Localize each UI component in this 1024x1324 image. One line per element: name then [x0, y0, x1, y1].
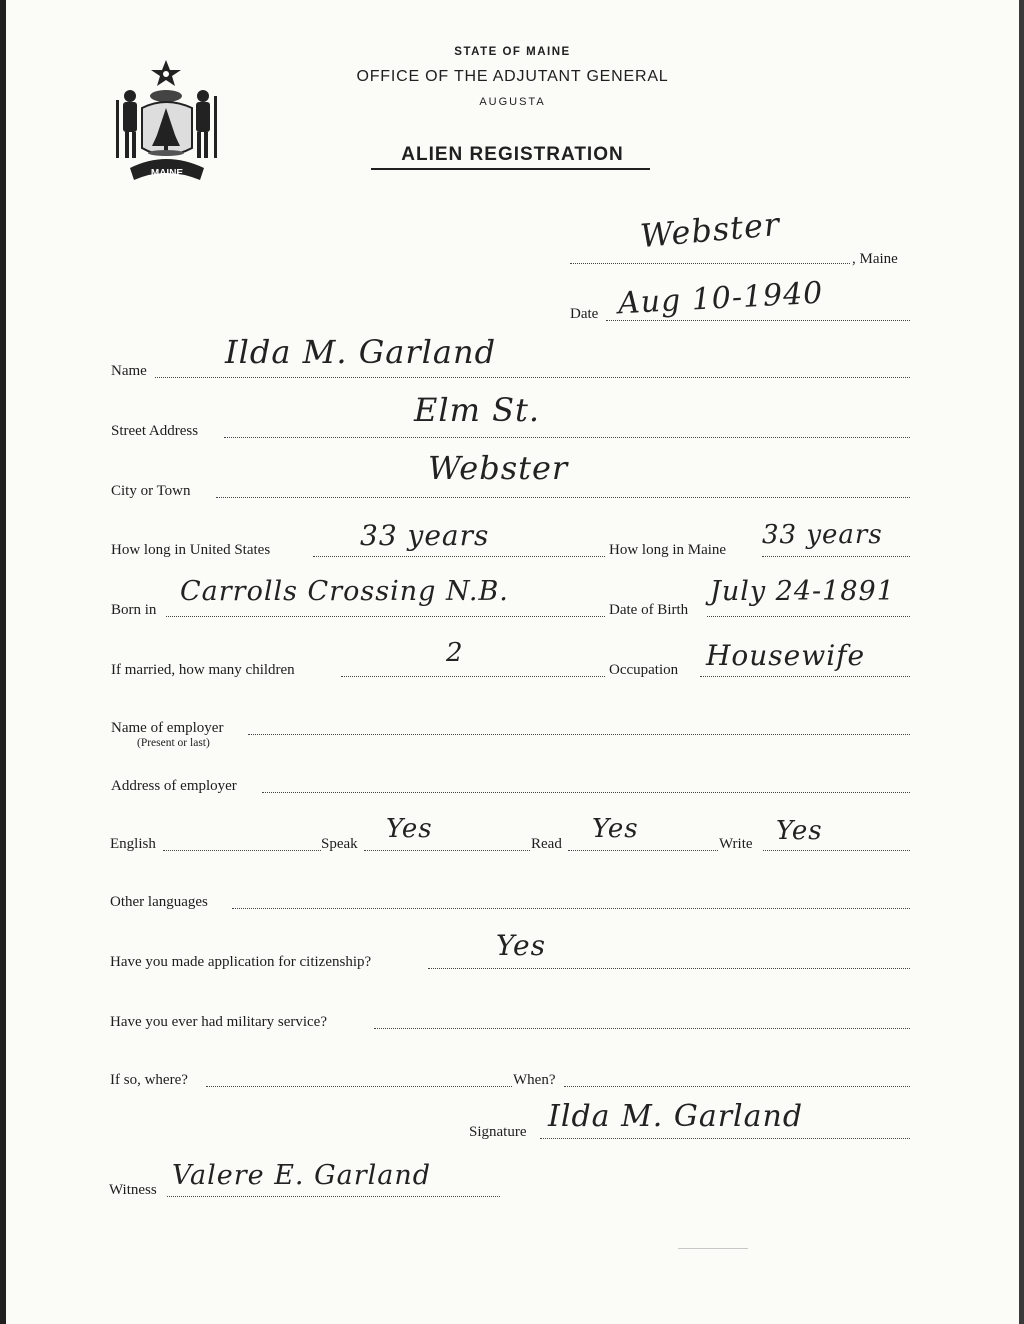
occupation-label: Occupation [609, 662, 679, 678]
read-line [568, 850, 718, 851]
scan-left-edge [0, 0, 6, 1324]
other-languages-label: Other languages [110, 894, 208, 910]
employer-sub-label: (Present or last) [137, 737, 210, 749]
how-long-us-entry: 33 years [360, 519, 490, 552]
children-entry: 2 [446, 638, 464, 668]
seal-motto-text: MAINE [150, 168, 184, 179]
when-line [564, 1086, 910, 1087]
place-entry: Webster [638, 204, 782, 256]
witness-label: Witness [109, 1182, 157, 1198]
write-label: Write [719, 836, 753, 852]
scan-smudge [678, 1248, 748, 1249]
married-label: If married, how many children [111, 662, 295, 678]
military-label: Have you ever had military service? [110, 1014, 327, 1030]
dob-label: Date of Birth [609, 602, 689, 618]
employer-line [248, 734, 910, 735]
speak-entry: Yes [386, 814, 433, 844]
how-long-maine-line [762, 556, 910, 557]
when-label: When? [513, 1072, 556, 1088]
date-label: Date [570, 306, 599, 322]
born-entry: Carrolls Crossing N.B. [180, 576, 509, 607]
english-label: English [110, 836, 156, 852]
citizenship-entry: Yes [496, 929, 546, 962]
married-line [341, 676, 605, 677]
scan-right-edge [1019, 0, 1024, 1324]
other-languages-line [232, 908, 910, 909]
how-long-maine-label: How long in Maine [609, 542, 727, 558]
how-long-maine-entry: 33 years [762, 520, 883, 550]
dob-entry: July 24-1891 [710, 576, 895, 607]
street-label: Street Address [111, 423, 199, 439]
employer-label: Name of employer [111, 720, 224, 736]
employer-address-label: Address of employer [111, 778, 237, 794]
employer-address-line [262, 792, 910, 793]
header-city: AUGUSTA [479, 96, 546, 108]
name-entry: Ilda M. Garland [225, 333, 497, 371]
read-entry: Yes [592, 814, 639, 844]
occupation-entry: Housewife [706, 639, 866, 672]
header-state: STATE OF MAINE [454, 46, 571, 58]
how-long-us-line [313, 556, 605, 557]
write-line [763, 850, 910, 851]
write-entry: Yes [776, 816, 823, 846]
where-line [206, 1086, 512, 1087]
where-label: If so, where? [110, 1072, 188, 1088]
how-long-us-label: How long in United States [111, 542, 271, 558]
speak-label: Speak [321, 836, 358, 852]
street-entry: Elm St. [414, 391, 541, 429]
name-label: Name [111, 363, 147, 379]
witness-line [167, 1196, 500, 1197]
date-entry: Aug 10-1940 [617, 275, 825, 322]
city-line [216, 497, 910, 498]
citizenship-label: Have you made application for citizenship? [110, 954, 372, 970]
occupation-line [700, 676, 910, 677]
military-line [374, 1028, 910, 1029]
header-office: OFFICE OF THE ADJUTANT GENERAL [356, 68, 669, 85]
place-suffix: , Maine [852, 251, 898, 267]
signature-label: Signature [469, 1124, 527, 1140]
witness-entry: Valere E. Garland [172, 1160, 432, 1191]
born-label: Born in [111, 602, 157, 618]
english-line [163, 850, 321, 851]
title-underline [371, 168, 650, 170]
dob-line [707, 616, 910, 617]
city-entry: Webster [428, 449, 569, 487]
citizenship-line [428, 968, 910, 969]
born-line [166, 616, 605, 617]
read-label: Read [531, 836, 562, 852]
date-line [606, 320, 910, 321]
speak-line [364, 850, 530, 851]
street-line [224, 437, 910, 438]
city-label: City or Town [111, 483, 191, 499]
signature-line [540, 1138, 910, 1139]
form-title: ALIEN REGISTRATION [401, 144, 624, 165]
place-line [570, 263, 850, 264]
name-line [155, 377, 910, 378]
signature-entry: Ilda M. Garland [548, 1099, 804, 1134]
state-seal-icon [108, 56, 226, 184]
